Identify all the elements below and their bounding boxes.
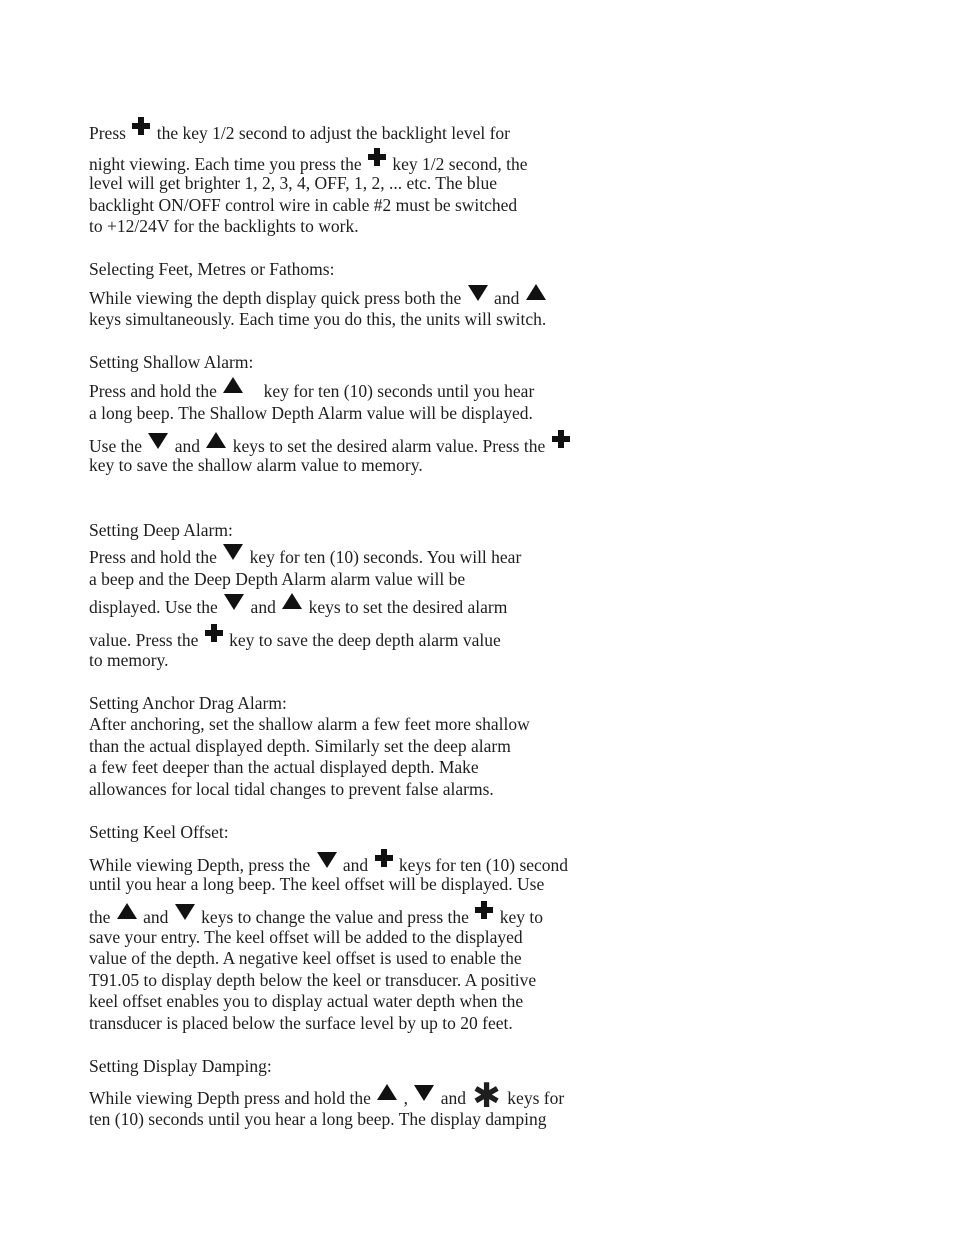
text: While viewing Depth, press the: [89, 855, 311, 875]
text: and: [494, 288, 520, 308]
text: and: [174, 436, 201, 456]
keel-line-3: [89, 905, 543, 927]
deep-line-5: to memory.: [89, 650, 169, 670]
down-arrow-key-icon: [414, 1085, 434, 1101]
deep-heading: Setting Deep Alarm:: [89, 520, 233, 540]
backlight-line-3: level will get brighter 1, 2, 3, 4, OFF, 1, 2, ... etc. The blue: [89, 173, 498, 193]
up-arrow-key-icon: [282, 593, 302, 609]
text: value. Press the: [89, 630, 199, 650]
text: and: [440, 1088, 467, 1108]
text: key to save the deep depth alarm value: [229, 630, 501, 650]
shallow-heading: Setting Shallow Alarm:: [89, 352, 254, 372]
backlight-line-2: [89, 152, 528, 174]
plus-key-icon: [368, 148, 386, 166]
up-arrow-key-icon: [526, 284, 546, 300]
anchor-line-4: allowances for local tidal changes to prevent false alarms.: [89, 779, 494, 799]
keel-heading: Setting Keel Offset:: [89, 822, 229, 842]
text: ,: [403, 1088, 409, 1108]
deep-line-1: [89, 547, 521, 567]
down-arrow-key-icon: [223, 544, 243, 560]
text: keys for ten (10) second: [398, 855, 569, 875]
text: Use the: [89, 436, 142, 456]
up-arrow-key-icon: [117, 903, 137, 919]
keel-line-7: keel offset enables you to display actual water depth when the: [89, 991, 524, 1011]
text: key 1/2 second, the: [392, 154, 528, 174]
plus-key-icon: [552, 430, 570, 448]
deep-line-4: [89, 628, 501, 650]
text: keys to change the value and press the: [201, 907, 469, 927]
text: and: [342, 855, 369, 875]
text: keys to set the desired alarm value. Press the: [232, 436, 546, 456]
text: Press: [89, 123, 126, 143]
asterisk-key-icon: ✱: [472, 1076, 501, 1116]
plus-key-icon: [205, 624, 223, 642]
damping-line-2: ten (10) seconds until you hear a long beep. The display damping: [89, 1109, 547, 1129]
keel-line-8: transducer is placed below the surface level by up to 20 feet.: [89, 1013, 513, 1033]
text: the: [89, 907, 111, 927]
plus-key-icon: [132, 117, 150, 135]
up-arrow-key-icon: [377, 1084, 397, 1100]
down-arrow-key-icon: [175, 904, 195, 920]
down-arrow-key-icon: [224, 594, 244, 610]
text: and: [143, 907, 169, 927]
backlight-line-4: backlight ON/OFF control wire in cable #2 must be switched: [89, 195, 518, 215]
text: the key 1/2 second to adjust the backlight level for: [156, 123, 511, 143]
text: and: [250, 597, 276, 617]
backlight-line-5: to +12/24V for the backlights to work.: [89, 216, 359, 236]
anchor-line-2: than the actual displayed depth. Similarly set the deep alarm: [89, 736, 511, 756]
text: While viewing Depth press and hold the: [89, 1088, 371, 1108]
damping-heading: Setting Display Damping:: [89, 1056, 272, 1076]
down-arrow-key-icon: [468, 285, 488, 301]
anchor-line-3: a few feet deeper than the actual displayed depth. Make: [89, 757, 479, 777]
deep-line-3: [89, 597, 507, 617]
text: key to: [499, 907, 543, 927]
up-arrow-key-icon: [223, 377, 243, 393]
anchor-line-1: After anchoring, set the shallow alarm a few feet more shallow: [89, 714, 530, 734]
text: keys for: [507, 1088, 565, 1108]
text: Press and hold the: [89, 381, 217, 401]
text: keys to set the desired alarm: [308, 597, 508, 617]
shallow-line-1: [89, 381, 534, 401]
units-line-2: keys simultaneously. Each time you do this, the units will switch.: [89, 309, 547, 329]
shallow-line-2: a long beep. The Shallow Depth Alarm value will be displayed.: [89, 403, 533, 423]
shallow-line-4: key to save the shallow alarm value to memory.: [89, 455, 423, 475]
units-heading: Selecting Feet, Metres or Fathoms:: [89, 259, 335, 279]
text: Press and hold the: [89, 547, 217, 567]
shallow-line-3: [89, 434, 572, 456]
anchor-heading: Setting Anchor Drag Alarm:: [89, 693, 287, 713]
text: While viewing the depth display quick press both the: [89, 288, 462, 308]
backlight-line-1: [89, 121, 510, 143]
keel-line-6: T91.05 to display depth below the keel or transducer. A positive: [89, 970, 537, 990]
text: night viewing. Each time you press the: [89, 154, 362, 174]
deep-line-2: a beep and the Deep Depth Alarm alarm value will be: [89, 569, 466, 589]
text: key for ten (10) seconds. You will hear: [249, 547, 522, 567]
keel-line-4: save your entry. The keel offset will be added to the displayed: [89, 927, 523, 947]
keel-line-1: [89, 853, 568, 875]
down-arrow-key-icon: [317, 852, 337, 868]
units-line-1: [89, 288, 548, 308]
damping-line-1: [89, 1076, 565, 1116]
text: displayed. Use the: [89, 597, 218, 617]
down-arrow-key-icon: [148, 433, 168, 449]
up-arrow-key-icon: [206, 432, 226, 448]
plus-key-icon: [475, 901, 493, 919]
plus-key-icon: [375, 849, 393, 867]
keel-line-2: until you hear a long beep. The keel offset will be displayed. Use: [89, 874, 545, 894]
keel-line-5: value of the depth. A negative keel offset is used to enable the: [89, 948, 522, 968]
text: key for ten (10) seconds until you hear: [263, 381, 535, 401]
